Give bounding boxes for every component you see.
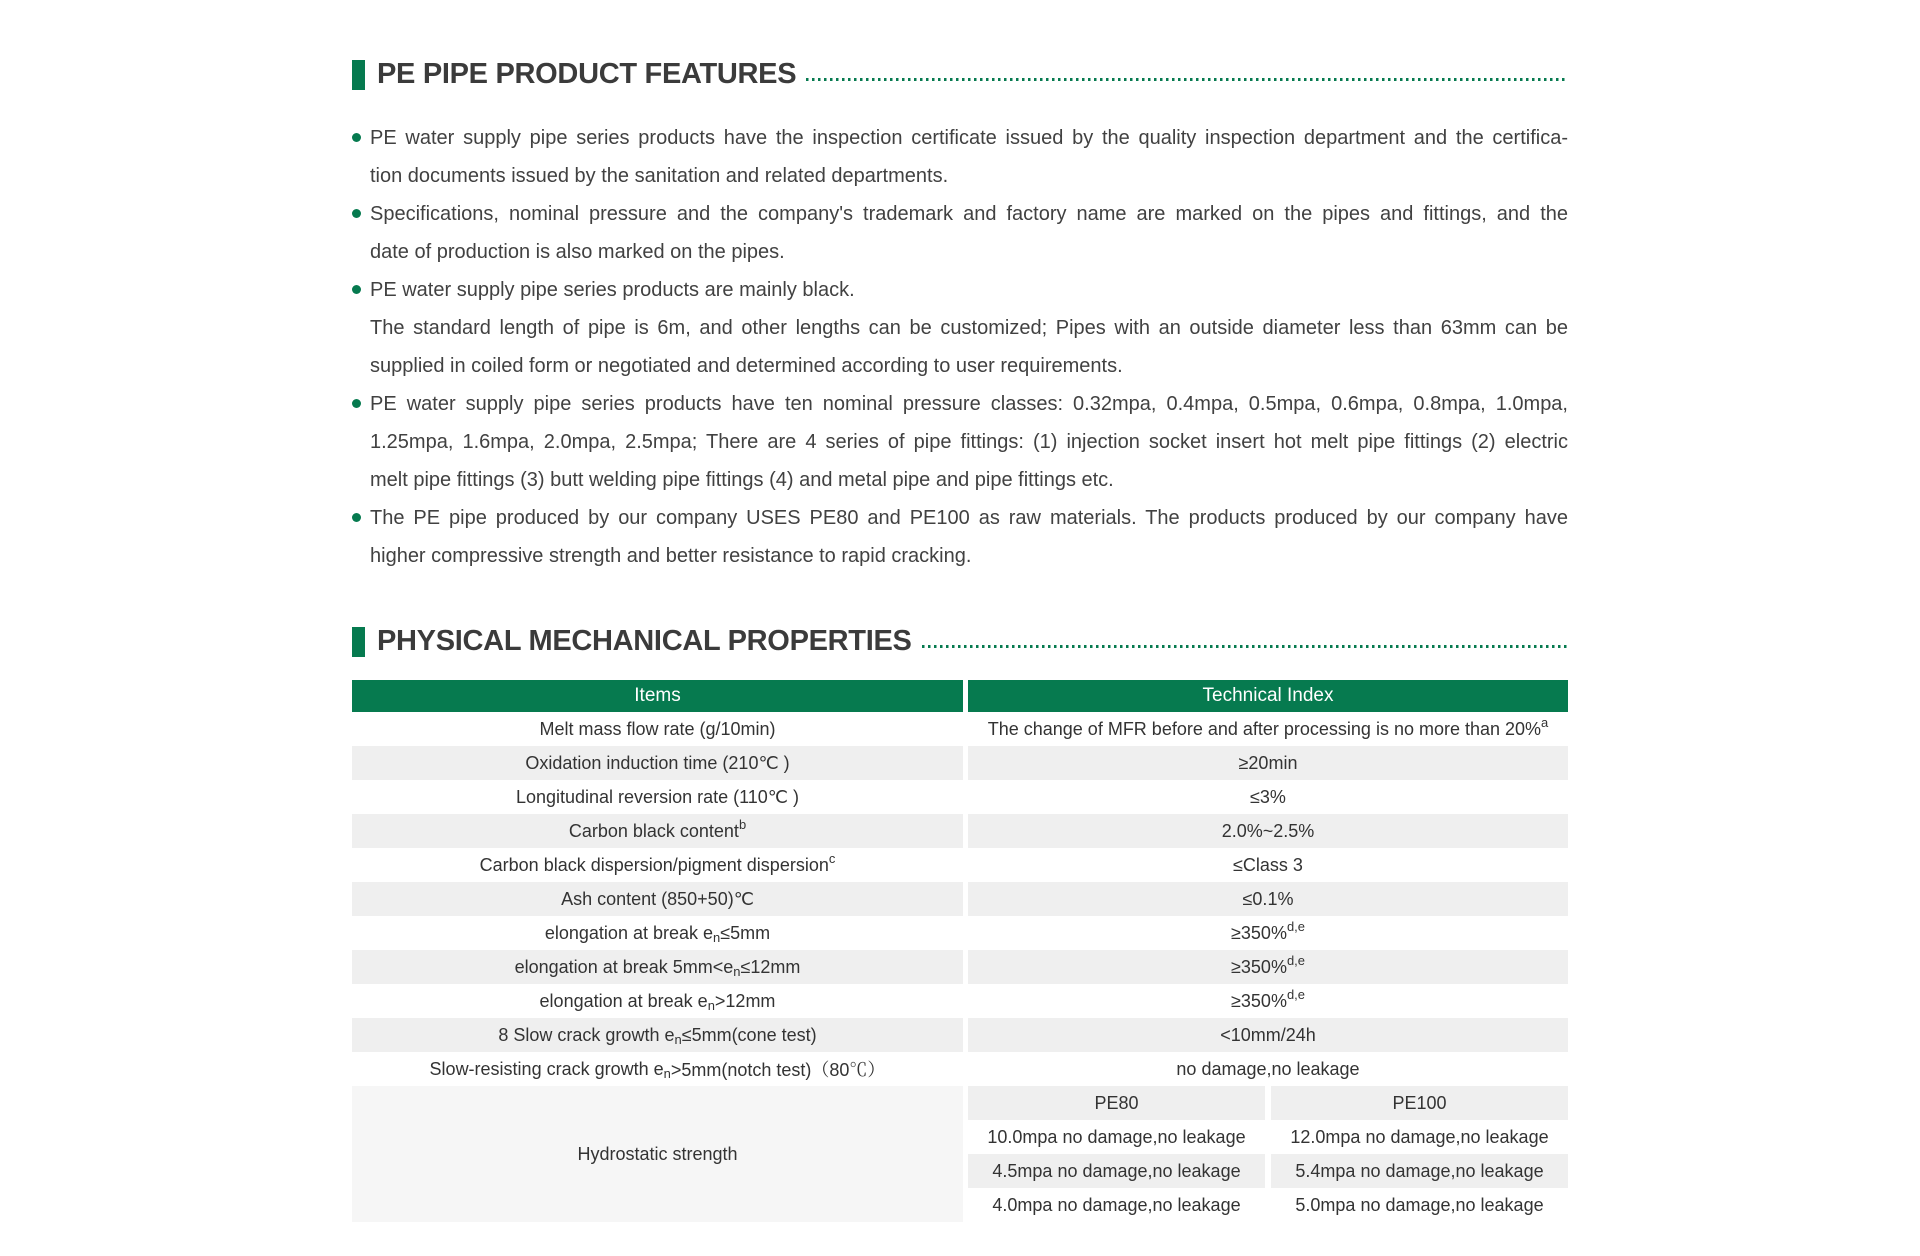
table-header-technical-index: Technical Index [968, 680, 1568, 712]
feature-line: PE water supply pipe series products have ten nominal pressure classes: 0.32mpa, 0.4mpa, 0.5mpa, 0.6mpa, 0.8mpa, 1.0mpa, [370, 393, 1568, 415]
technical-index-cell: The change of MFR before and after processing is no more than 20% $^a$ [968, 712, 1568, 746]
feature-bullet [352, 499, 1568, 575]
bullet-dot-icon [352, 285, 361, 294]
bullet-dot-icon [352, 399, 361, 408]
dotted-leader-icon [922, 645, 1568, 648]
technical-index-cell: ≤Class 3 [968, 848, 1568, 882]
technical-index-cell: ≤0.1% [968, 882, 1568, 916]
feature-bullet-text [370, 195, 1568, 271]
feature-line: melt pipe fittings (3) butt welding pipe fittings (4) and metal pipe and pipe fittings etc. [370, 469, 1114, 491]
bullet-dot-icon [352, 133, 361, 142]
feature-bullet [352, 119, 1568, 195]
material-column-header: PE80 [968, 1086, 1265, 1120]
technical-index-cell: no damage,no leakage [968, 1052, 1568, 1086]
technical-index-cell: ≥350% $^{d,e}$ [968, 916, 1568, 950]
table-row [352, 814, 1568, 848]
item-cell: elongation at break e $_n$ ≤5mm [352, 916, 963, 950]
content-column [352, 0, 1568, 1222]
item-cell: elongation at break e $_n$ >12mm [352, 984, 963, 1018]
feature-bullet-text [370, 271, 1568, 385]
item-cell: Carbon black content $^b$ [352, 814, 963, 848]
table-body [352, 712, 1568, 1086]
properties-title: PHYSICAL MECHANICAL PROPERTIES [377, 625, 912, 657]
item-cell: Slow-resisting crack growth e $_n$ >5mm(notch test)（80℃） [352, 1052, 963, 1086]
technical-index-cell: 2.0%~2.5% [968, 814, 1568, 848]
hydrostatic-value-cell: 10.0mpa no damage,no leakage [968, 1120, 1265, 1154]
table-row [352, 950, 1568, 984]
features-title: PE PIPE PRODUCT FEATURES [377, 58, 797, 90]
properties-section-header [352, 625, 1568, 658]
item-cell: 8 Slow crack growth e $_n$ ≤5mm(cone test) [352, 1018, 963, 1052]
feature-line: tion documents issued by the sanitation and related departments. [370, 165, 949, 187]
table-row [352, 746, 1568, 780]
feature-line: The PE pipe produced by our company USES PE80 and PE100 as raw materials. The products produced by our company have [370, 507, 1568, 529]
feature-bullet-text [370, 385, 1568, 499]
material-column-header: PE100 [1271, 1086, 1568, 1120]
item-cell: Oxidation induction time (210℃ ) [352, 746, 963, 780]
table-row [352, 848, 1568, 882]
feature-line: supplied in coiled form or negotiated and determined according to user requirements. [370, 355, 1123, 377]
technical-index-cell: ≤3% [968, 780, 1568, 814]
feature-bullet [352, 271, 1568, 385]
hydrostatic-value-cell: 4.5mpa no damage,no leakage [968, 1154, 1265, 1188]
feature-bullet [352, 385, 1568, 499]
hydrostatic-value-cell: 5.0mpa no damage,no leakage [1271, 1188, 1568, 1222]
dotted-leader-icon [806, 78, 1568, 81]
hydrostatic-subheader-row [968, 1086, 1568, 1120]
table-header-row [352, 680, 1568, 712]
feature-line: higher compressive strength and better resistance to rapid cracking. [370, 545, 972, 567]
features-bullet-list [352, 119, 1568, 575]
feature-line: date of production is also marked on the pipes. [370, 241, 785, 263]
hydrostatic-value-cell: 5.4mpa no damage,no leakage [1271, 1154, 1568, 1188]
feature-line: The standard length of pipe is 6m, and other lengths can be customized; Pipes with an outside diameter less than 63mm can be [370, 317, 1568, 339]
table-row [352, 780, 1568, 814]
table-row [352, 1052, 1568, 1086]
feature-line: PE water supply pipe series products are mainly black. [370, 279, 855, 301]
technical-index-cell: ≥350% $^{d,e}$ [968, 984, 1568, 1018]
feature-bullet-text [370, 499, 1568, 575]
bullet-dot-icon [352, 209, 361, 218]
section-bar-icon [352, 627, 365, 657]
hydrostatic-item-cell: Hydrostatic strength [352, 1086, 963, 1222]
technical-index-cell: <10mm/24h [968, 1018, 1568, 1052]
item-cell: elongation at break 5mm<e $_n$ ≤12mm [352, 950, 963, 984]
table-row [352, 882, 1568, 916]
hydrostatic-subtable [968, 1086, 1568, 1222]
feature-bullet-text [370, 119, 1568, 195]
hydrostatic-row [352, 1086, 1568, 1222]
item-cell: Longitudinal reversion rate (110℃ ) [352, 780, 963, 814]
item-cell: Carbon black dispersion/pigment dispersion $^c$ [352, 848, 963, 882]
hydrostatic-data-row [968, 1120, 1568, 1154]
bullet-dot-icon [352, 513, 361, 522]
features-section-header [352, 58, 1568, 91]
feature-line: Specifications, nominal pressure and the company's trademark and factory name are marked on the pipes and fittings, and the [370, 203, 1568, 225]
table-row [352, 712, 1568, 746]
table-header-items: Items [352, 680, 963, 712]
feature-line: PE water supply pipe series products have the inspection certificate issued by the quality inspection department and the certifica- [370, 127, 1568, 149]
properties-table [352, 680, 1568, 1222]
item-cell: Ash content (850+50)℃ [352, 882, 963, 916]
feature-line: 1.25mpa, 1.6mpa, 2.0mpa, 2.5mpa; There are 4 series of pipe fittings: (1) injection socket insert hot melt pipe fittings (2) electric [370, 431, 1568, 453]
table-row [352, 1018, 1568, 1052]
table-row [352, 916, 1568, 950]
hydrostatic-value-cell: 4.0mpa no damage,no leakage [968, 1188, 1265, 1222]
technical-index-cell: ≥350% $^{d,e}$ [968, 950, 1568, 984]
table-row [352, 984, 1568, 1018]
hydrostatic-data-row [968, 1188, 1568, 1222]
hydrostatic-data-row [968, 1154, 1568, 1188]
technical-index-cell: ≥20min [968, 746, 1568, 780]
feature-bullet [352, 195, 1568, 271]
section-bar-icon [352, 60, 365, 90]
hydrostatic-value-cell: 12.0mpa no damage,no leakage [1271, 1120, 1568, 1154]
item-cell: Melt mass flow rate (g/10min) [352, 712, 963, 746]
